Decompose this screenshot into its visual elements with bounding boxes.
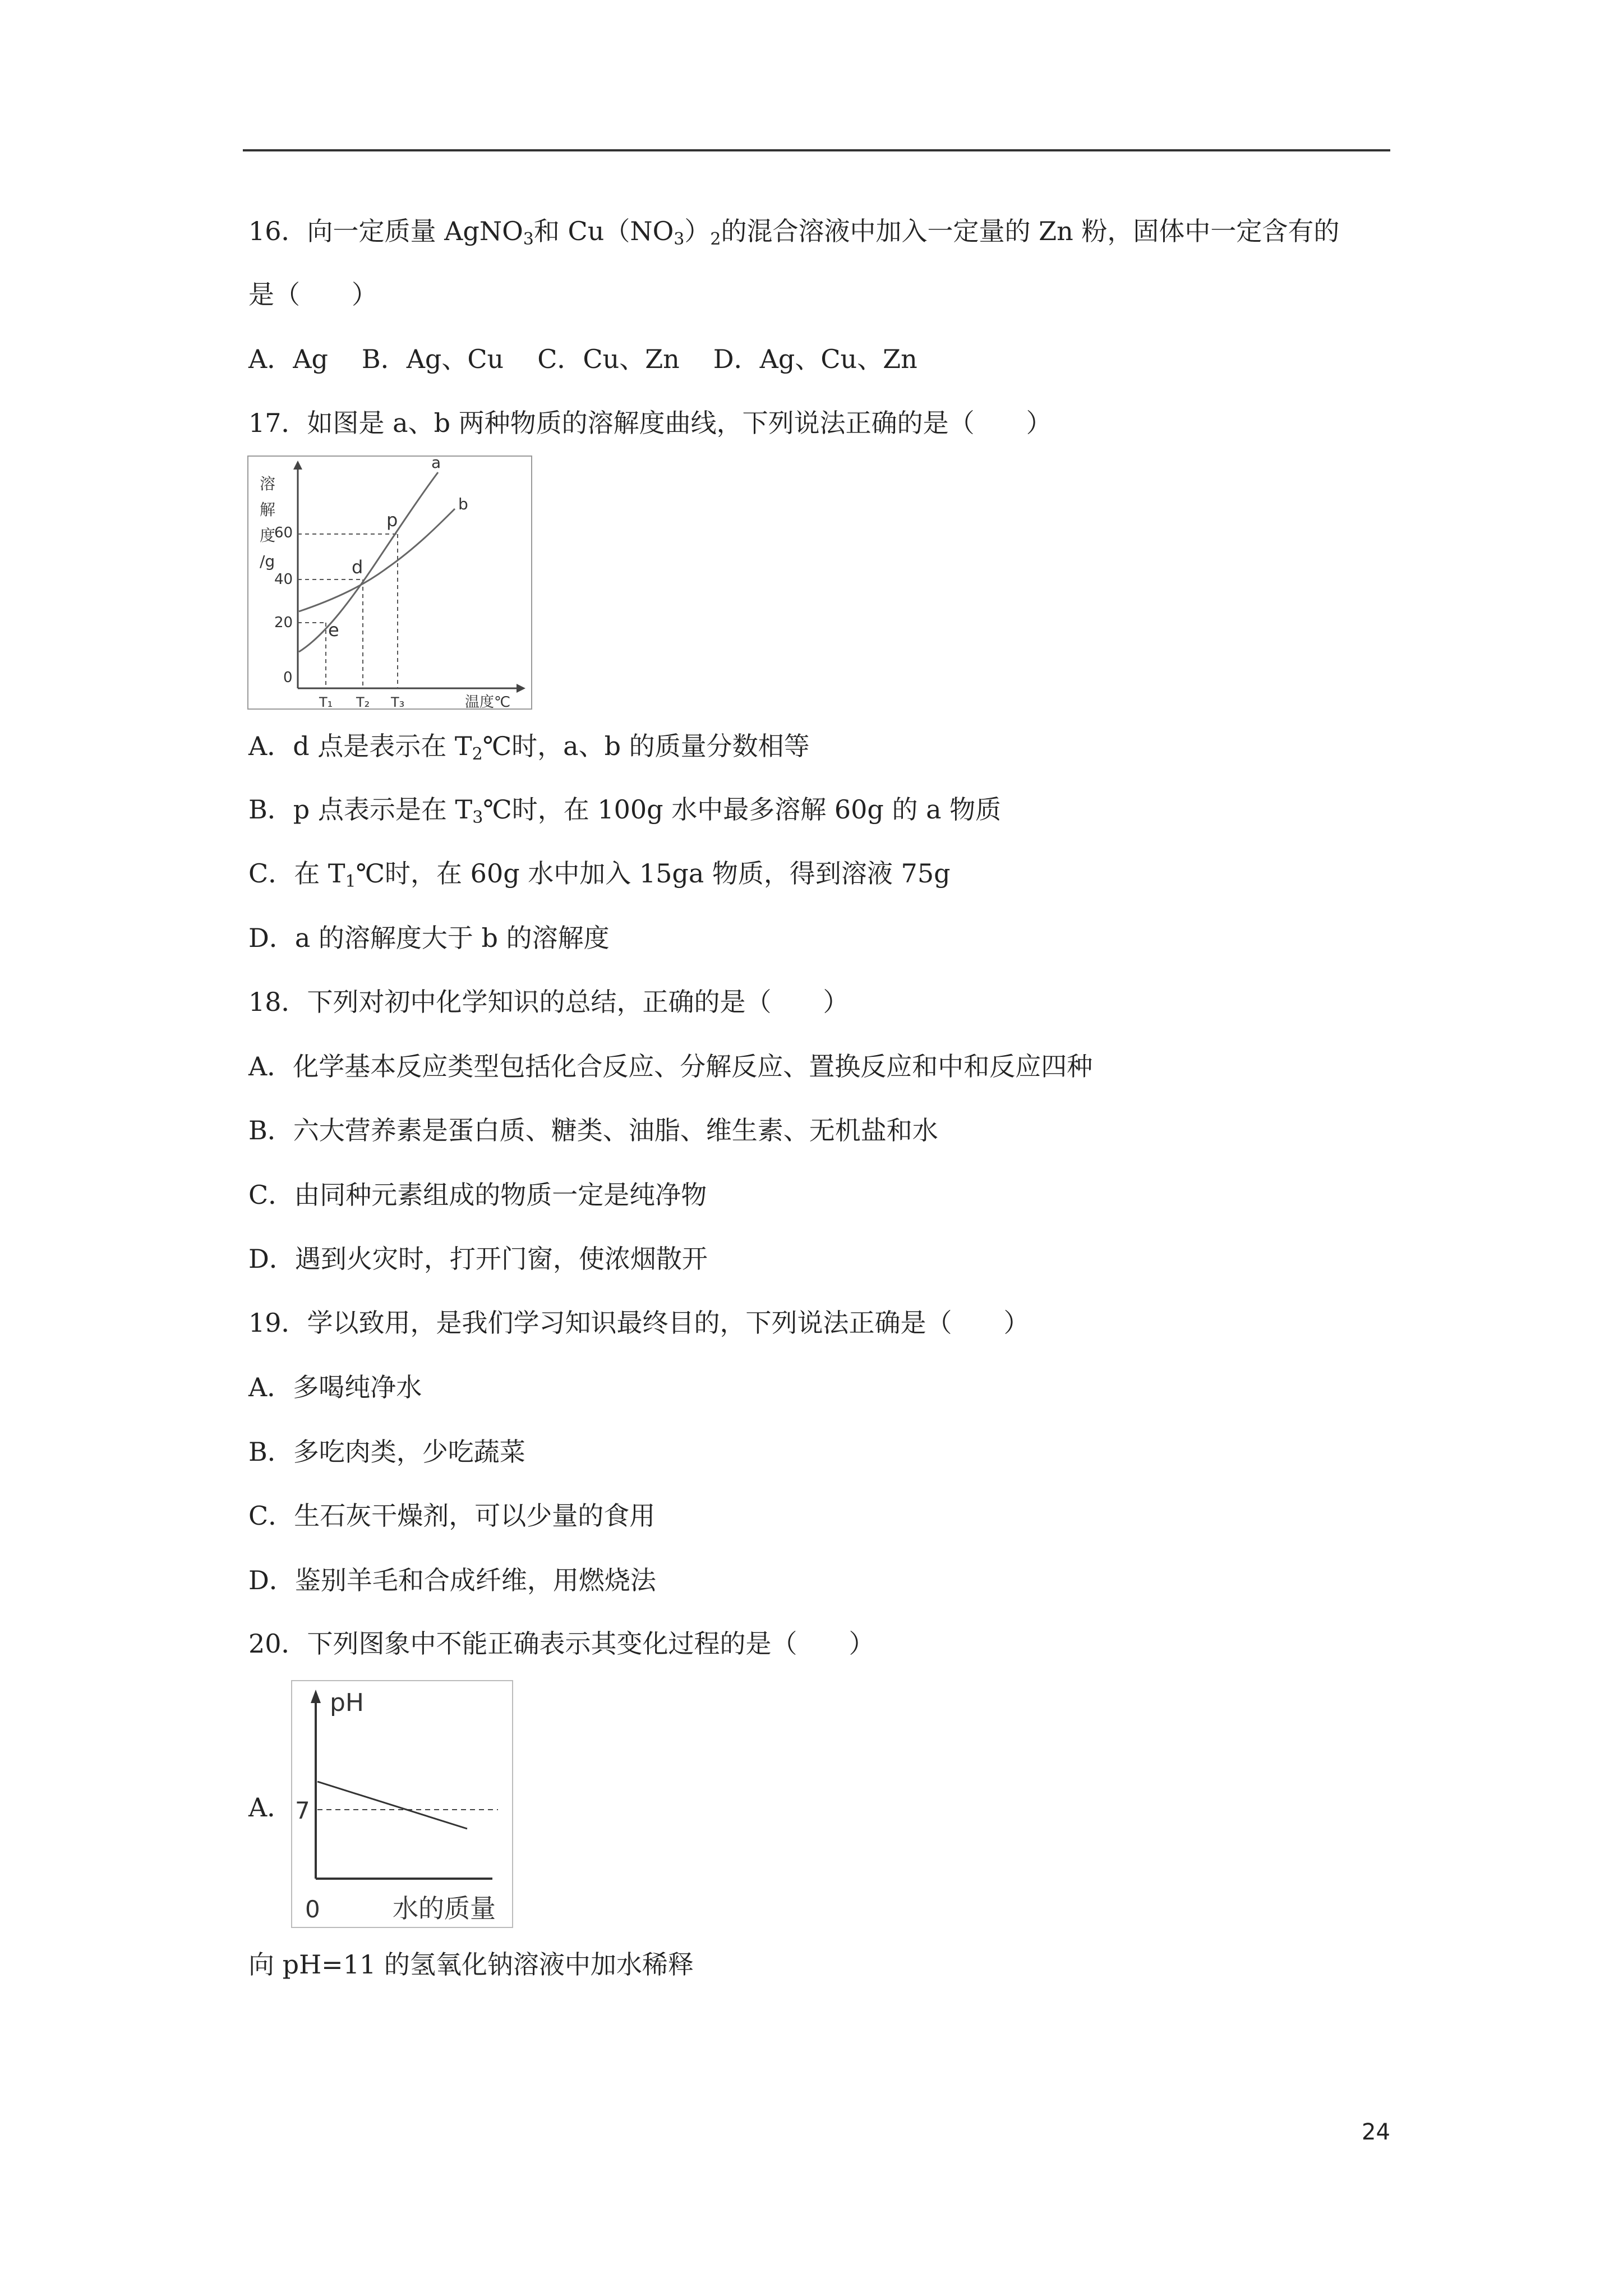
q17-y-tick-40: 40	[274, 571, 293, 588]
q17-option-a: A．d 点是表示在 $T_2℃$时，a、b 的质量分数相等	[248, 731, 810, 764]
q17-x-tick-t2: T₂	[356, 694, 370, 710]
q17-curve-a-label: a	[431, 455, 441, 472]
q20-y-label: pH	[330, 1688, 365, 1717]
q16-option-b: B．Ag、Cu	[361, 344, 504, 374]
q20-caption: 向 pH=11 的氢氧化钠溶液中加水稀释	[248, 1949, 694, 1980]
q16-options	[248, 342, 917, 376]
q20-stem: 20．下列图象中不能正确表示其变化过程的是（ ）	[248, 1628, 875, 1659]
q19-option-b: B．多吃肉类，少吃蔬菜	[248, 1437, 525, 1467]
q17-option-c: C．在 $T_1℃$时，在 60g 水中加入 15ga 物质，得到溶液 75g	[248, 858, 951, 891]
q18-option-a: A．化学基本反应类型包括化合反应、分解反应、置换反应和中和反应四种	[248, 1051, 1093, 1082]
q17-option-b: B．p 点表示是在 $T_3℃$时，在 100g 水中最多溶解 60g 的 a 物质	[248, 794, 1002, 827]
q17-point-d: d	[352, 556, 363, 578]
q17-point-p: p	[386, 509, 398, 531]
q17-y-tick-20: 20	[274, 614, 293, 631]
q16-option-c: C．Cu、Zn	[537, 344, 680, 374]
q20-x-label: 水的质量	[393, 1893, 496, 1924]
q17-y-label-3: 度	[260, 526, 276, 545]
q17-x-label: 温度℃	[465, 694, 511, 711]
page-number: 24	[1362, 2119, 1390, 2145]
q19-option-a: A．多喝纯净水	[248, 1372, 422, 1402]
q17-curve-a	[299, 472, 438, 652]
q19-option-c: C．生石灰干燥剂，可以少量的食用	[248, 1501, 656, 1531]
q17-curve-b-label: b	[458, 495, 468, 513]
q17-option-d: D．a 的溶解度大于 b 的溶解度	[248, 923, 610, 953]
q17-y-label-1: 溶	[260, 475, 276, 493]
q17-y-label-4: /g	[260, 552, 275, 570]
header-rule	[243, 149, 1390, 151]
q18-option-c: C．由同种元素组成的物质一定是纯净物	[248, 1180, 707, 1210]
q17-y-tick-60: 60	[274, 524, 293, 541]
q20-ph-chart	[291, 1680, 515, 1930]
q20-origin: 0	[305, 1895, 320, 1923]
q17-x-tick-t1: T₁	[319, 694, 333, 710]
q19-stem: 19．学以致用，是我们学习知识最终目的，下列说法正确是（ ）	[248, 1308, 1030, 1338]
q17-origin: 0	[283, 669, 293, 686]
q17-y-label-2: 解	[260, 500, 276, 519]
q16-stem-cont: 是（ ）	[248, 279, 377, 310]
q18-option-b: B．六大营养素是蛋白质、糖类、油脂、维生素、无机盐和水	[248, 1115, 938, 1145]
q17-solubility-chart	[247, 455, 533, 711]
q16-option-d: D．Ag、Cu、Zn	[713, 344, 917, 374]
q17-point-e: e	[328, 619, 339, 641]
q20-option-a-label: A．	[248, 1792, 293, 1823]
q18-option-d: D．遇到火灾时，打开门窗，使浓烟散开	[248, 1244, 708, 1274]
q19-option-d: D．鉴别羊毛和合成纤维，用燃烧法	[248, 1565, 656, 1595]
q18-stem: 18．下列对初中化学知识的总结，正确的是（ ）	[248, 987, 849, 1017]
q17-stem: 17．如图是 a、b 两种物质的溶解度曲线，下列说法正确的是（ ）	[248, 408, 1052, 438]
q16-stem: 16．向一定质量 AgNO$_3$和 $Cu(NO_3)_2$的混合溶液中加入一定量的 Zn 粉，固体中一定含有的	[248, 216, 1340, 249]
q20-ph-line	[317, 1782, 467, 1829]
q20-y-tick-7: 7	[295, 1797, 310, 1824]
q17-x-tick-t3: T₃	[391, 694, 405, 710]
q16-option-a: A．Ag	[248, 344, 328, 374]
